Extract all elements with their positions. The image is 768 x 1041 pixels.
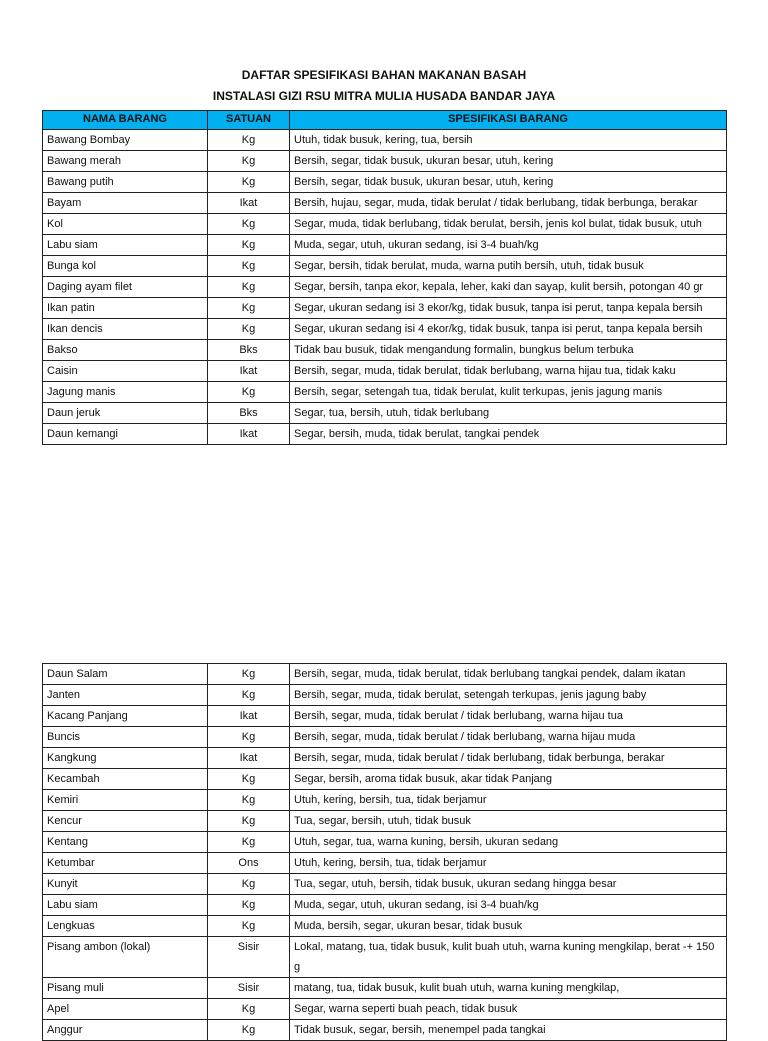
item-spec: matang, tua, tidak busuk, kulit buah utuh, warna kuning mengkilap, xyxy=(290,978,727,999)
item-name: Daun kemangi xyxy=(43,424,208,445)
table-row xyxy=(43,853,727,874)
item-unit: Kg xyxy=(208,790,290,811)
table-row xyxy=(43,298,727,319)
item-spec: Segar, tua, bersih, utuh, tidak berlubang xyxy=(290,403,727,424)
table-row xyxy=(43,937,727,978)
item-name: Bawang Bombay xyxy=(43,130,208,151)
item-unit: Kg xyxy=(208,1020,290,1041)
table-row xyxy=(43,916,727,937)
table-row xyxy=(43,664,727,685)
item-unit: Kg xyxy=(208,811,290,832)
item-unit: Kg xyxy=(208,214,290,235)
item-unit: Ikat xyxy=(208,748,290,769)
item-name: Kencur xyxy=(43,811,208,832)
table-row xyxy=(43,706,727,727)
table-row xyxy=(43,999,727,1020)
table-row xyxy=(43,340,727,361)
item-spec: Bersih, segar, muda, tidak berulat, tidak berlubang, warna hijau tua, tidak kaku xyxy=(290,361,727,382)
document-subtitle: INSTALASI GIZI RSU MITRA MULIA HUSADA BANDAR JAYA xyxy=(212,89,556,103)
table-row xyxy=(43,319,727,340)
item-spec: Segar, warna seperti buah peach, tidak busuk xyxy=(290,999,727,1020)
item-name: Labu siam xyxy=(43,235,208,256)
item-unit: Kg xyxy=(208,664,290,685)
item-unit: Sisir xyxy=(208,937,290,978)
item-unit: Kg xyxy=(208,277,290,298)
table-row xyxy=(43,382,727,403)
item-spec: Segar, muda, tidak berlubang, tidak berulat, bersih, jenis kol bulat, tidak busuk, utuh xyxy=(290,214,727,235)
table-row xyxy=(43,978,727,999)
item-unit: Bks xyxy=(208,340,290,361)
item-name: Kentang xyxy=(43,832,208,853)
item-spec: Bersih, segar, muda, tidak berulat, setengah terkupas, jenis jagung baby xyxy=(290,685,727,706)
table-row xyxy=(43,361,727,382)
item-spec: Tidak busuk, segar, bersih, menempel pada tangkai xyxy=(290,1020,727,1041)
item-name: Lengkuas xyxy=(43,916,208,937)
item-name: Daun jeruk xyxy=(43,403,208,424)
item-spec: Segar, bersih, aroma tidak busuk, akar tidak Panjang xyxy=(290,769,727,790)
item-spec: Muda, bersih, segar, ukuran besar, tidak busuk xyxy=(290,916,727,937)
item-name: Kangkung xyxy=(43,748,208,769)
item-name: Bayam xyxy=(43,193,208,214)
table-row xyxy=(43,403,727,424)
item-unit: Kg xyxy=(208,319,290,340)
item-spec: Muda, segar, utuh, ukuran sedang, isi 3-4 buah/kg xyxy=(290,895,727,916)
table-row xyxy=(43,790,727,811)
table-row xyxy=(43,685,727,706)
item-name: Bakso xyxy=(43,340,208,361)
item-name: Pisang ambon (lokal) xyxy=(43,937,208,978)
item-spec: Bersih, hujau, segar, muda, tidak berulat / tidak berlubang, tidak berbunga, berakar xyxy=(290,193,727,214)
item-spec: Tua, segar, utuh, bersih, tidak busuk, ukuran sedang hingga besar xyxy=(290,874,727,895)
table-row xyxy=(43,874,727,895)
item-unit: Kg xyxy=(208,895,290,916)
item-name: Ikan dencis xyxy=(43,319,208,340)
item-name: Anggur xyxy=(43,1020,208,1041)
item-name: Kunyit xyxy=(43,874,208,895)
table-row xyxy=(43,214,727,235)
item-spec: Utuh, segar, tua, warna kuning, bersih, ukuran sedang xyxy=(290,832,727,853)
item-spec: Utuh, kering, bersih, tua, tidak berjamur xyxy=(290,790,727,811)
item-spec: Lokal, matang, tua, tidak busuk, kulit buah utuh, warna kuning mengkilap, berat -+ 150 g xyxy=(290,937,727,978)
item-spec: Utuh, kering, bersih, tua, tidak berjamur xyxy=(290,853,727,874)
item-name: Daging ayam filet xyxy=(43,277,208,298)
item-unit: Ikat xyxy=(208,193,290,214)
item-unit: Ikat xyxy=(208,361,290,382)
item-name: Janten xyxy=(43,685,208,706)
item-spec: Bersih, segar, setengah tua, tidak berulat, kulit terkupas, jenis jagung manis xyxy=(290,382,727,403)
table-row xyxy=(43,256,727,277)
table-row xyxy=(43,151,727,172)
item-unit: Kg xyxy=(208,727,290,748)
table-row xyxy=(43,235,727,256)
item-name: Jagung manis xyxy=(43,382,208,403)
item-unit: Kg xyxy=(208,172,290,193)
table-row xyxy=(43,172,727,193)
item-unit: Ons xyxy=(208,853,290,874)
item-spec: Bersih, segar, muda, tidak berulat / tidak berlubang, tidak berbunga, berakar xyxy=(290,748,727,769)
table-row xyxy=(43,277,727,298)
item-unit: Kg xyxy=(208,874,290,895)
table-row xyxy=(43,832,727,853)
item-spec: Muda, segar, utuh, ukuran sedang, isi 3-4 buah/kg xyxy=(290,235,727,256)
table-row xyxy=(43,424,727,445)
item-spec: Utuh, tidak busuk, kering, tua, bersih xyxy=(290,130,727,151)
item-spec: Bersih, segar, tidak busuk, ukuran besar, utuh, kering xyxy=(290,172,727,193)
item-name: Bawang putih xyxy=(43,172,208,193)
spec-table-1 xyxy=(42,110,727,445)
item-unit: Sisir xyxy=(208,978,290,999)
table-header-row xyxy=(43,111,727,130)
item-unit: Kg xyxy=(208,382,290,403)
item-spec: Segar, bersih, tidak berulat, muda, warna putih bersih, utuh, tidak busuk xyxy=(290,256,727,277)
item-spec: Bersih, segar, muda, tidak berulat, tidak berlubang tangkai pendek, dalam ikatan xyxy=(290,664,727,685)
item-name: Kemiri xyxy=(43,790,208,811)
header-spesifikasi: SPESIFIKASI BARANG xyxy=(290,111,727,130)
item-name: Kol xyxy=(43,214,208,235)
item-name: Bunga kol xyxy=(43,256,208,277)
item-unit: Kg xyxy=(208,151,290,172)
item-unit: Ikat xyxy=(208,706,290,727)
table-row xyxy=(43,1020,727,1041)
item-name: Kacang Panjang xyxy=(43,706,208,727)
item-unit: Kg xyxy=(208,916,290,937)
document-title: DAFTAR SPESIFIKASI BAHAN MAKANAN BASAH xyxy=(241,68,527,82)
item-spec: Segar, bersih, tanpa ekor, kepala, leher, kaki dan sayap, kulit bersih, potongan 40 gr xyxy=(290,277,727,298)
item-spec: Tidak bau busuk, tidak mengandung formalin, bungkus belum terbuka xyxy=(290,340,727,361)
item-unit: Kg xyxy=(208,769,290,790)
table-row xyxy=(43,130,727,151)
item-unit: Ikat xyxy=(208,424,290,445)
table-row xyxy=(43,727,727,748)
table-row xyxy=(43,811,727,832)
item-unit: Kg xyxy=(208,256,290,277)
item-spec: Bersih, segar, muda, tidak berulat / tidak berlubang, warna hijau tua xyxy=(290,706,727,727)
item-name: Ketumbar xyxy=(43,853,208,874)
item-spec: Segar, bersih, muda, tidak berulat, tangkai pendek xyxy=(290,424,727,445)
item-spec: Tua, segar, bersih, utuh, tidak busuk xyxy=(290,811,727,832)
table-row xyxy=(43,748,727,769)
item-unit: Kg xyxy=(208,130,290,151)
header-nama-barang: NAMA BARANG xyxy=(43,111,208,130)
table-row xyxy=(43,193,727,214)
item-spec: Bersih, segar, tidak busuk, ukuran besar, utuh, kering xyxy=(290,151,727,172)
item-unit: Kg xyxy=(208,298,290,319)
item-spec: Bersih, segar, muda, tidak berulat / tidak berlubang, warna hijau muda xyxy=(290,727,727,748)
item-spec: Segar, ukuran sedang isi 3 ekor/kg, tidak busuk, tanpa isi perut, tanpa kepala bersih xyxy=(290,298,727,319)
item-name: Kecambah xyxy=(43,769,208,790)
item-name: Apel xyxy=(43,999,208,1020)
item-name: Buncis xyxy=(43,727,208,748)
item-name: Bawang merah xyxy=(43,151,208,172)
item-unit: Kg xyxy=(208,832,290,853)
item-name: Pisang muli xyxy=(43,978,208,999)
item-spec: Segar, ukuran sedang isi 4 ekor/kg, tidak busuk, tanpa isi perut, tanpa kepala bersih xyxy=(290,319,727,340)
item-unit: Kg xyxy=(208,685,290,706)
item-name: Ikan patin xyxy=(43,298,208,319)
item-unit: Kg xyxy=(208,999,290,1020)
item-unit: Bks xyxy=(208,403,290,424)
spec-table-2 xyxy=(42,663,727,1041)
header-satuan: SATUAN xyxy=(208,111,290,130)
item-name: Labu siam xyxy=(43,895,208,916)
item-unit: Kg xyxy=(208,235,290,256)
table-row xyxy=(43,769,727,790)
table-row xyxy=(43,895,727,916)
item-name: Daun Salam xyxy=(43,664,208,685)
item-name: Caisin xyxy=(43,361,208,382)
